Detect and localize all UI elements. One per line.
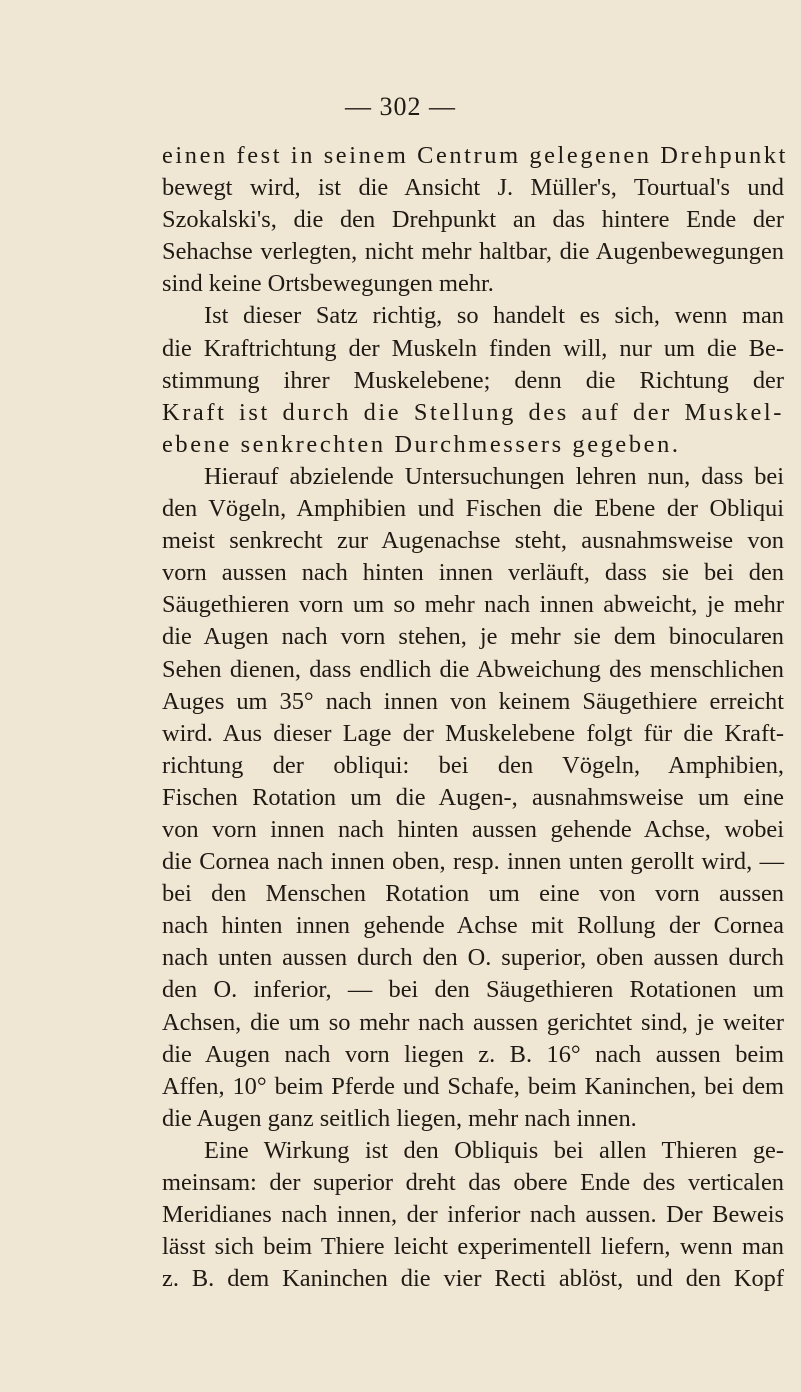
- text-line: Sehachse verlegten, nicht mehr haltbar, die Augenbewegungen: [162, 238, 784, 266]
- text-line: den Vögeln, Amphibien und Fischen die Ebene der Obliqui: [162, 495, 784, 523]
- text-line: von vorn innen nach hinten aussen gehende Achse, wobei: [162, 815, 784, 843]
- text-line: die Augen nach vorn stehen, je mehr sie dem binocularen: [162, 623, 784, 651]
- text-line: wird. Aus dieser Lage der Muskelebene folgt für die Kraft-: [162, 719, 784, 747]
- text-line: stimmung ihrer Muskelebene; denn die Richtung der: [162, 366, 784, 394]
- text-line: meinsam: der superior dreht das obere Ende des verticalen: [162, 1169, 784, 1196]
- text-line: ebene senkrechten Durchmessers gegeben.: [162, 430, 681, 458]
- text-line: Ist dieser Satz richtig, so handelt es sich, wenn man: [204, 302, 784, 330]
- page-number: — 302 —: [345, 92, 456, 121]
- text-line: Hierauf abzielende Untersuchungen lehren nun, dass bei: [204, 462, 784, 490]
- text-line: nach unten aussen durch den O. superior, oben aussen durch: [162, 944, 784, 972]
- text-line: Kraft ist durch die Stellung des auf der Muskel-: [162, 398, 784, 426]
- text-line: die Augen ganz seitlich liegen, mehr nach innen.: [162, 1104, 637, 1132]
- text-line: Säugethieren vorn um so mehr nach innen abweicht, je mehr: [162, 591, 784, 619]
- text-line: Eine Wirkung ist den Obliquis bei allen Thieren ge-: [204, 1136, 784, 1164]
- text-line: den O. inferior, — bei den Säugethieren Rotationen um: [162, 976, 784, 1004]
- body-text: [162, 140, 789, 1295]
- text-line: bewegt wird, ist die Ansicht J. Müller's, Tourtual's und: [162, 174, 784, 202]
- text-line: Auges um 35° nach innen von keinem Säugethiere erreicht: [162, 687, 784, 715]
- text-line: meist senkrecht zur Augenachse steht, ausnahmsweise von: [162, 527, 784, 555]
- text-line: Szokalski's, die den Drehpunkt an das hintere Ende der: [162, 206, 784, 234]
- text-line: die Augen nach vorn liegen z. B. 16° nach aussen beim: [162, 1040, 784, 1068]
- text-line: lässt sich beim Thiere leicht experimentell liefern, wenn man: [162, 1233, 784, 1261]
- text-line: Achsen, die um so mehr nach aussen gerichtet sind, je weiter: [162, 1008, 784, 1036]
- text-line: sind keine Ortsbewegungen mehr.: [162, 270, 494, 298]
- text-line: Fischen Rotation um die Augen-, ausnahmsweise um eine: [162, 783, 784, 811]
- text-line: vorn aussen nach hinten innen verläuft, dass sie bei den: [162, 559, 784, 587]
- text-line: die Cornea nach innen oben, resp. innen unten gerollt wird, —: [162, 848, 784, 876]
- text-line: die Kraftrichtung der Muskeln finden will, nur um die Be-: [162, 334, 784, 362]
- text-line: einen fest in seinem Centrum gelegenen Drehpunkt: [162, 142, 789, 169]
- text-line: nach hinten innen gehende Achse mit Rollung der Cornea: [162, 912, 784, 940]
- text-line: Meridianes nach innen, der inferior nach aussen. Der Beweis: [162, 1201, 784, 1229]
- text-line: Affen, 10° beim Pferde und Schafe, beim Kaninchen, bei dem: [162, 1072, 784, 1100]
- text-line: richtung der obliqui: bei den Vögeln, Amphibien,: [162, 751, 784, 779]
- text-line: z. B. dem Kaninchen die vier Recti ablöst, und den Kopf: [162, 1265, 784, 1293]
- text-line: bei den Menschen Rotation um eine von vorn aussen: [162, 880, 784, 908]
- text-line: Sehen dienen, dass endlich die Abweichung des menschlichen: [162, 655, 784, 683]
